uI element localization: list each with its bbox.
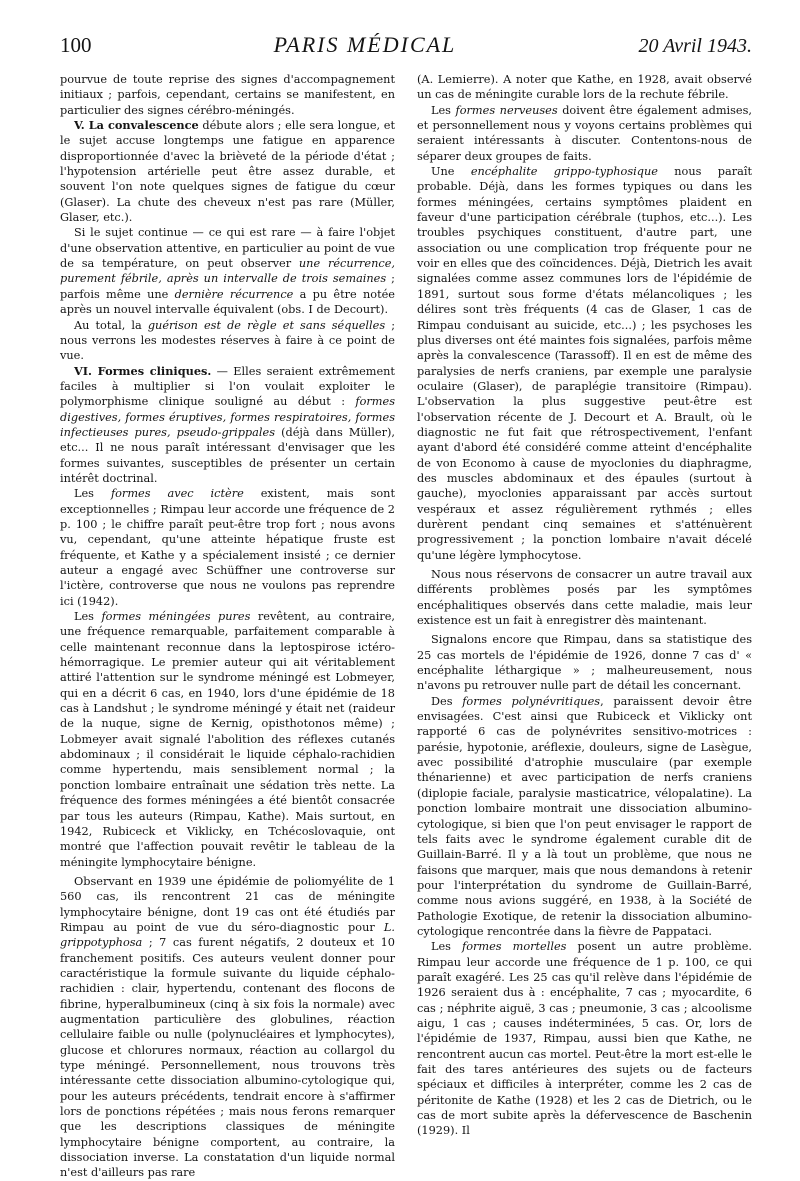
paragraph: pourvue de toute reprise des signes d'accompagnement initiaux ; parfois, cependant, certains se manifestent, en particulier des signes cérébro-méningés. bbox=[60, 73, 395, 117]
paragraph: Les formes mortelles posent un autre problème. Rimpau leur accorde une fréquence de 1 p. 100, ce qui paraît exagéré. Les 25 cas qu'il relève dans l'épidémie de 1926 seraient dus à : encéphalite, 7 cas ; myocardite, 6 cas ; néphrite aiguë, 3 cas ; pneumonie, 3 cas ; alcoolisme aigu, 1 cas ; causes indéterminées, 5 cas. Or, lors de l'épidémie de 1937, Rimpau, aussi bien que Kathe, ne rencontrent aucun cas mortel. Peut-être la mort est-elle le fait des tares antérieures des sujets ou de facteurs spéciaux et difficiles à interpréter, comme les 2 cas de péritonite de Kathe (1928) et les 2 cas de Dietrich, ou le cas de mort subite après la défervescence de Baschenin (1929). Il bbox=[417, 940, 753, 1138]
paragraph: Les formes nerveuses doivent être également admises, et personnellement nous y voyons certains problèmes qui seraient intéressants à discuter. Contentons-nous de séparer deux groupes de faits. bbox=[417, 103, 753, 163]
section-heading: VI. Formes cliniques. bbox=[74, 363, 212, 378]
right-column bbox=[417, 72, 753, 1138]
running-header bbox=[60, 32, 752, 68]
paragraph: Si le sujet continue — ce qui est rare — à faire l'objet d'une observation attentive, en particulier au point de vue de sa température, on peut observer une récurrence, purement fébrile, après un intervalle de trois semaines ; parfois même une dernière récurrence a pu être notée après un nouvel intervalle équivalent (obs. I de Decourt). bbox=[60, 226, 395, 317]
left-column bbox=[60, 72, 396, 1180]
journal-title: PARIS MÉDICAL bbox=[273, 32, 457, 57]
paragraph: V. La convalescence débute alors ; elle sera longue, et le sujet accuse longtemps une fatigue en apparence disproportionnée d'avec la brièveté de la période d'état ; l'hypotension artérielle peut être assez durable, et souvent l'on note quelques signes de fatigue du cœur (Glaser). La chute des cheveux n'est pas rare (Müller, Glaser, etc.). bbox=[60, 118, 396, 225]
paragraph: Une encéphalite grippo-typhosique nous paraît probable. Déjà, dans les formes typiques ou dans les formes méningées, certains symptômes plaident en faveur d'une participation cérébrale (tuphos, etc...). Les troubles psychiques constituent, d'autre part, une association ou une complication trop fréquente pour ne voir en elles que des coïncidences. Déjà, Dietrich les avait signalées comme assez communes lors de l'épidémie de 1891, surtout sous forme d'états mélancoliques ; les délires sont très fréquents (4 cas de Glaser, 1 cas de Rimpau conduisant au suicide, etc...) ; les psychoses les plus diverses ont été maintes fois signalées, parfois même après la convalescence (Tarassoff). Il en est de même des paralysies de nerfs craniens, par exemple une paralysie oculaire (Glaser), de paraplégie transitoire (Rimpau). L'observation la plus suggestive peut-être est l'observation récente de J. Decourt et A. Brault, où le diagnostic ne fut fait que rétrospectivement, l'enfant ayant d'abord été considéré comme atteint d'encéphalite de von Economo à cause de myoclonies du diaphragme, des muscles abdominaux et des épaules (surtout à gauche), myoclonies apparaissant par accès surtout vespéraux et assez régulièrement rythmés ; elles durèrent pendant cinq semaines et s'atténuèrent progressivement ; la ponction lombaire n'avait décelé qu'une légère lymphocytose. bbox=[417, 165, 753, 562]
paragraph: Au total, la guérison est de règle et sans séquelles ; nous verrons les modestes réserves à faire à ce point de vue. bbox=[60, 318, 396, 363]
page-number: 100 bbox=[60, 33, 92, 57]
paragraph: Nous nous réservons de consacrer un autre travail aux différents problèmes posés par les symptômes encéphalitiques observés dans cette maladie, mais leur existence est un fait à enregistrer dès maintenant. bbox=[417, 568, 752, 628]
paragraph: Des formes polynévritiques, paraissent devoir être envisagées. C'est ainsi que Rubiceck et Viklicky ont rapporté 6 cas de polynévrites sensitivo-motrices : parésie, hypotonie, aréflexie, douleurs, signe de Lasègue, avec possibilité d'atrophie musculaire (par exemple thénarienne) et avec participation de nerfs craniens (diplopie faciale, paralysie masticatrice, vélopalatine). La ponction lombaire montrait une dissociation albumino-cytologique, si bien que l'on peut envisager le rapport de tels faits avec le syndrome également curable dit de Guillain-Barré. Il y a là tout un problème, que nous ne faisons que marquer, mais que nous demandons à retenir pour l'interprétation du syndrome de Guillain-Barré, comme nous avions suggéré, en 1938, à la Société de Pathologie Exotique, de retenir la dissociation albumino-cytologique rencontrée dans la fièvre de Pappataci. bbox=[417, 694, 752, 938]
paragraph: Les formes méningées pures revêtent, au contraire, une fréquence remarquable, parfaitement comparable à celle maintenant reconnue dans la leptospirose ictéro-hémorragique. Le premier auteur qui ait véritablement attiré l'attention sur le syndrome méningé est Lobmeyer, qui en a décrit 6 cas, en 1940, lors d'une épidémie de 18 cas à Landshut ; le syndrome méningé y était net (raideur de la nuque, signe de Kernig, opisthotonos même) ; Lobmeyer avait signalé l'abolition des réflexes cutanés abdominaux ; il considérait le liquide céphalo-rachidien comme hypertendu, mais sensiblement normal ; la ponction lombaire entraînait une sédation très nette. La fréquence des formes méningées a été bientôt consacrée par tous les auteurs (Rimpau, Kathe). Mais surtout, en 1942, Rubiceck et Viklicky, en Tchécoslovaquie, ont montré que l'affection pouvait revêtir le tableau de la méningite lymphocytaire bénigne. bbox=[60, 610, 396, 869]
paragraph: (A. Lemierre). A noter que Kathe, en 1928, avait observé un cas de méningite curable lors de la rechute fébrile. bbox=[417, 73, 752, 102]
paragraph: Les formes avec ictère existent, mais sont exceptionnelles ; Rimpau leur accorde une fréquence de 2 p. 100 ; le chiffre paraît peut-être trop fort ; nous avons vu, cependant, qu'une atteinte hépatique fruste est fréquente, et Kathe y a spécialement insisté ; ce dernier auteur a engagé avec Schüffner une controverse sur l'ictère, controverse que nous ne voulons pas reprendre ici (1942). bbox=[60, 487, 396, 608]
text-columns bbox=[60, 72, 753, 1180]
issue-date: 20 Avril 1943. bbox=[638, 35, 752, 57]
section-heading: V. La convalescence bbox=[74, 118, 199, 133]
paragraph: Signalons encore que Rimpau, dans sa statistique des 25 cas mortels de l'épidémie de 1926, donne 7 cas d' « encéphalite léthargique » ; malheureusement, nous n'avons pu retrouver nulle part de détail les concernant. bbox=[417, 633, 752, 693]
paragraph: Observant en 1939 une épidémie de poliomyélite de 1 560 cas, ils rencontrent 21 cas de méningite lymphocytaire bénigne, dont 19 cas ont été étudiés par Rimpau au point de vue du séro-diagnostic pour L. grippotyphosa ; 7 cas furent négatifs, 2 douteux et 10 franchement positifs. Ces auteurs veulent donner pour caractéristique la formule suivante du liquide céphalo-rachidien : clair, hypertendu, contenant des flocons de fibrine, hyperalbumineux (cinq à six fois la normale) avec augmentation particulière des globulines, réaction cellulaire faible ou nulle (polynucléaires et lymphocytes), glucose et chlorures normaux, réaction au collargol du type méningé. Personnellement, nous trouvons très intéressante cette dissociation albumino-cytologique qui, pour les auteurs précédents, tendrait encore à s'affirmer lors de ponctions répétées ; mais nous ferons remarquer que les descriptions classiques de méningite lymphocytaire bénigne comportent, au contraire, la dissociation inverse. La constatation d'un liquide normal n'est d'ailleurs pas rare bbox=[60, 874, 395, 1180]
paragraph: VI. Formes cliniques. — Elles seraient extrêmement faciles à multiplier si l'on voulait exploiter le polymorphisme clinique souligné au début : formes digestives, formes éruptives, formes respiratoires, formes infectieuses pures, pseudo-grippales (déjà dans Müller), etc... Il ne nous paraît intéressant d'envisager que les formes suivantes, susceptibles de présenter un certain intérêt doctrinal. bbox=[60, 363, 395, 485]
